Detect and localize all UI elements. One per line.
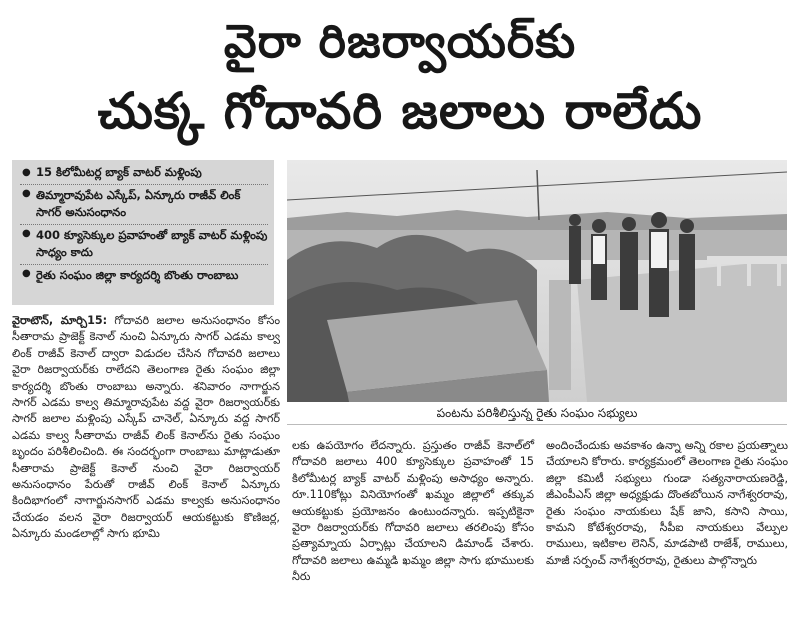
article-column-1 bbox=[12, 313, 280, 543]
highlight-item: ● 400 క్యూసెక్కుల ప్రవాహంతో బ్యాక్ వాటర్ మళ్లింపు సాధ్యం కాదు bbox=[20, 224, 268, 261]
dateline: వైరాటౌన్, మార్చి15: bbox=[12, 314, 108, 327]
highlights-box bbox=[12, 160, 274, 305]
highlight-item: ● తిమ్మారావుపేట ఎస్కేప్, ఏన్కూరు రాజీవ్ లింక్ సాగర్ అనుసంధానం bbox=[20, 184, 268, 221]
article-column-2: లకు ఉపయోగం లేదన్నారు. ప్రస్తుతం రాజీవ్ కెనాల్‌లో గోదావరి జలాలు 400 క్యూసెక్కుల ప్రవాహంతో 15 కిలోమీటర్ల బ్యాక్ వాటర్ మళ్లింపు అసాధ్యం అన్నారు. రూ.110కోట్లు వినియోగంతో ఖమ్మం జిల్లాలో తక్కువ ఆయకట్టుకు ప్రయోజనం ఉంటుందన్నారు. ఇప్పటికైనా వైరా రిజర్వాయర్‌కు గోదావరి జలాలు తరలింపు కోసం ప్రత్యామ్నాయ ఏర్పాట్లు చేయాలని డిమాండ్ చేశారు. గోదావరి జలాలు ఉమ్మడి ఖమ్మం జిల్లా సాగు భూములకు నీరు bbox=[292, 439, 534, 584]
photo-caption: పంటను పరిశీలిస్తున్న రైతు సంఘం సభ్యులు bbox=[287, 402, 787, 425]
article-text: గోదావరి జలాల అనుసంధానం కోసం సీతారామ ప్రాజెక్ట్ కెనాల్ నుంచి ఏన్కూరు సాగర్ ఎడమ కాల్వ లింక్ రాజీవ్ కెనాల్ ద్వారా విడుదల చేసిన గోదావరి జలాలు వైరా రిజర్వాయర్‌కు రాలేదని తెలంగాణ రైతు సంఘం జిల్లా కార్యదర్శి బొంతు రాంబాబు అన్నారు. శనివారం నాగార్జున సాగర్ ఎడమ కాల్వ తిమ్మారావుపేట వద్ద వైరా రిజర్వాయర్‌కు సాగర్ జలాల మళ్లింపు ఎస్కేప్ చానెల్, ఏన్కూరు వద్ద సాగర్ ఎడమ కాల్వ సీతారామ రాజీవ్ లింక్ కెనాల్‌ను రైతు సంఘం బృందం పరిశీలించింది. ఈ సందర్భంగా రాంబాబు మాట్లాడుతూ సీతారామ ప్రాజెక్ట్ కెనాల్ నుంచి వైరా రిజర్వాయర్ అనుసంధానం పేరుతో రాజీవ్ లింక్ కెనాల్ ఏన్కూరు కిందిభాగంలో నాగార్జునసాగర్ ఎడమ కాల్వకు అనుసంధానం చేయడం వలన వైరా రిజర్వాయర్ ఆయకట్టుకు కొణిజర్ల, ఏన్కూరు మండలాల్లో సాగు భూమి bbox=[12, 314, 280, 541]
article-column-3: అందించేందుకు అవకాశం ఉన్నా అన్ని రకాల ప్రయత్నాలు చేయాలని కోరారు. కార్యక్రమంలో తెలంగాణ రైతు సంఘం జిల్లా కమిటీ సభ్యులు గుండా సత్యనారాయణరెడ్డి, జీఎంపీఎస్ జిల్లా అధ్యక్షుడు దొంతబోయిన నాగేశ్వరరావు, రైతు సంఘం నాయకులు షేక్ జాని, కసాని సాయి, కామని కోటేశ్వరరావు, సీపీఐ నాయకులు వేల్పుల రాములు, ఇటికాల లెనిన్, మాడపాటి రాజేశ్, రాములు, మాజీ సర్పంచ్ నాగేశ్వరరావు, రైతులు పాల్గొన్నారు bbox=[546, 439, 788, 567]
news-photo bbox=[287, 160, 787, 402]
highlight-item: ● రైతు సంఘం జిల్లా కార్యదర్శి బొంతు రాంబాబు bbox=[20, 264, 268, 284]
farmers-at-canal-photo bbox=[287, 160, 787, 402]
headline-line-2: చుక్క గోదావరి జలాలు రాలేదు bbox=[97, 82, 703, 140]
highlight-item: ● 15 కిలోమీటర్ల బ్యాక్ వాటర్ మళ్లింపు bbox=[20, 164, 268, 181]
headline-line-1: వైరా రిజర్వాయర్‌కు bbox=[223, 14, 577, 68]
